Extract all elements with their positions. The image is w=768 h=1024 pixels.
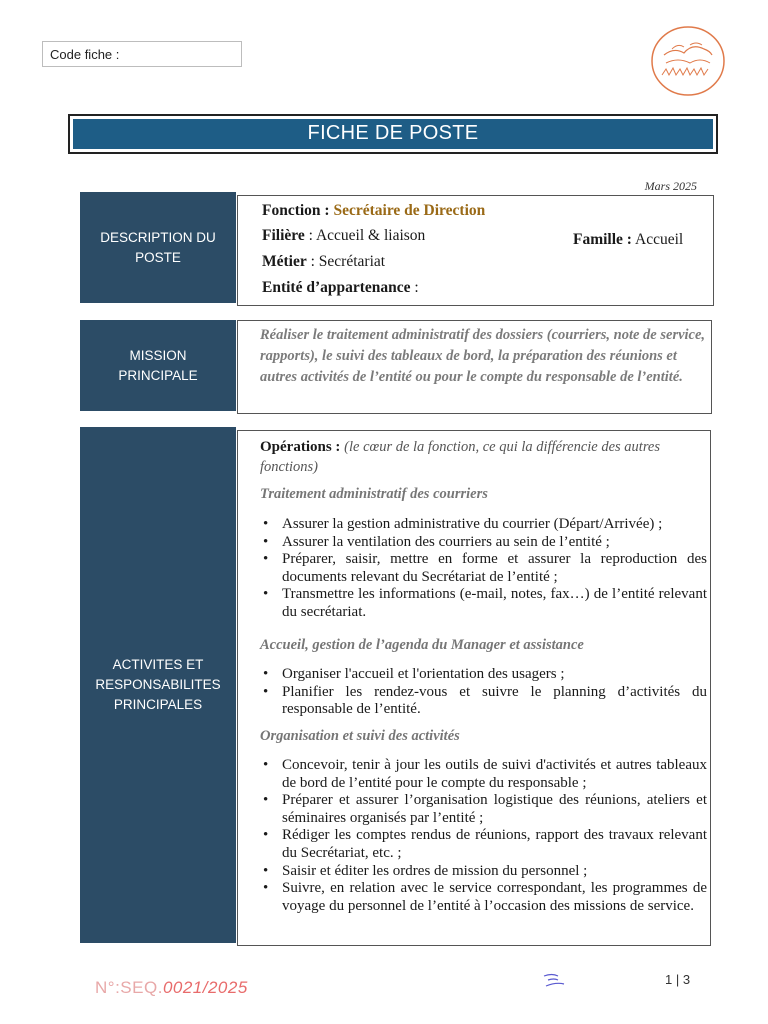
page-number: 1 | 3 <box>665 972 691 987</box>
code-fiche-field <box>42 41 242 67</box>
entite-label: Entité d’appartenance <box>262 279 411 296</box>
operations-heading <box>260 437 710 477</box>
filiere-value: : Accueil & liaison <box>308 227 426 244</box>
title-frame <box>68 114 718 154</box>
reference-value: 0021/2025 <box>162 978 248 997</box>
list-item: • Préparer, saisir, mettre en forme et assurer la reproduction des documents relevant du Secrétariat de l’entité ; <box>282 551 707 586</box>
list-item: • Assurer la gestion administrative du courrier (Départ/Arrivée) ; <box>282 516 707 534</box>
list-item: • Planifier les rendez-vous et suivre le planning d’activités du responsable de l’entité. <box>282 684 707 719</box>
entite-value: : <box>414 279 419 296</box>
fonction-line <box>262 202 485 220</box>
list-item: • Transmettre les informations (e-mail, notes, fax…) de l’entité relevant du secrétariat. <box>282 586 707 621</box>
famille-value: Accueil <box>635 231 684 248</box>
document-date: Mars 2025 <box>644 179 697 193</box>
list-item: • Concevoir, tenir à jour les outils de suivi d'activités et autres tableaux de bord de l’entité pour le compte du responsable ; <box>282 757 707 792</box>
list-item: • Assurer la ventilation des courriers au sein de l’entité ; <box>282 534 707 552</box>
mission-side-label: MISSION PRINCIPALE <box>80 320 236 411</box>
list-item: • Préparer et assurer l’organisation logistique des réunions, ateliers et séminaires organisés par l’entité ; <box>282 792 707 827</box>
description-panel <box>237 195 714 306</box>
metier-label: Métier <box>262 253 307 270</box>
code-fiche-label: Code fiche : <box>50 47 120 62</box>
bullet-list <box>258 666 707 719</box>
list-item: • Saisir et éditer les ordres de mission du personnel ; <box>282 863 707 881</box>
section-title: Accueil, gestion de l’agenda du Manager et assistance <box>260 637 584 653</box>
section-title: Traitement administratif des courriers <box>260 486 488 502</box>
activities-side-label: ACTIVITES ET RESPONSABILITES PRINCIPALES <box>80 427 236 943</box>
list-item: • Suivre, en relation avec le service correspondant, les programmes de voyage du personnel de l’entité à l’occasion des missions de service. <box>282 880 707 915</box>
description-side-label: DESCRIPTION DU POSTE <box>80 192 236 303</box>
filiere-line <box>262 227 425 245</box>
famille-line <box>573 231 683 249</box>
filiere-label: Filière <box>262 227 305 244</box>
handwritten-initial-icon <box>540 972 568 990</box>
entite-line <box>262 279 419 297</box>
reference-prefix: N°:SEQ. <box>95 978 163 997</box>
page-title: FICHE DE POSTE <box>73 119 713 149</box>
famille-label: Famille : <box>573 231 632 248</box>
mission-panel <box>237 320 712 414</box>
operations-note: (le cœur de la fonction, ce qui la différencie des autres fonctions) <box>260 439 661 475</box>
operations-label: Opérations : <box>260 439 341 455</box>
company-stamp-icon <box>650 25 726 97</box>
bullet-list <box>258 516 707 622</box>
section-title: Organisation et suivi des activités <box>260 728 460 744</box>
mission-text: Réaliser le traitement administratif des dossiers (courriers, note de service, rapports), le suivi des tableaux de bord, la préparation des réunions et autres activités de l’entité ou pour le compte du responsable de l’entité. <box>260 327 706 385</box>
list-item: • Rédiger les comptes rendus de réunions, rapport des travaux relevant du Secrétariat, etc. ; <box>282 827 707 862</box>
metier-line <box>262 253 385 271</box>
activities-panel <box>237 430 711 946</box>
fonction-label: Fonction : <box>262 202 330 219</box>
metier-value: : Secrétariat <box>310 253 386 270</box>
fonction-value: Secrétaire de Direction <box>333 202 486 219</box>
list-item: • Organiser l'accueil et l'orientation des usagers ; <box>282 666 707 684</box>
reference-number <box>95 978 248 998</box>
bullet-list <box>258 757 707 915</box>
